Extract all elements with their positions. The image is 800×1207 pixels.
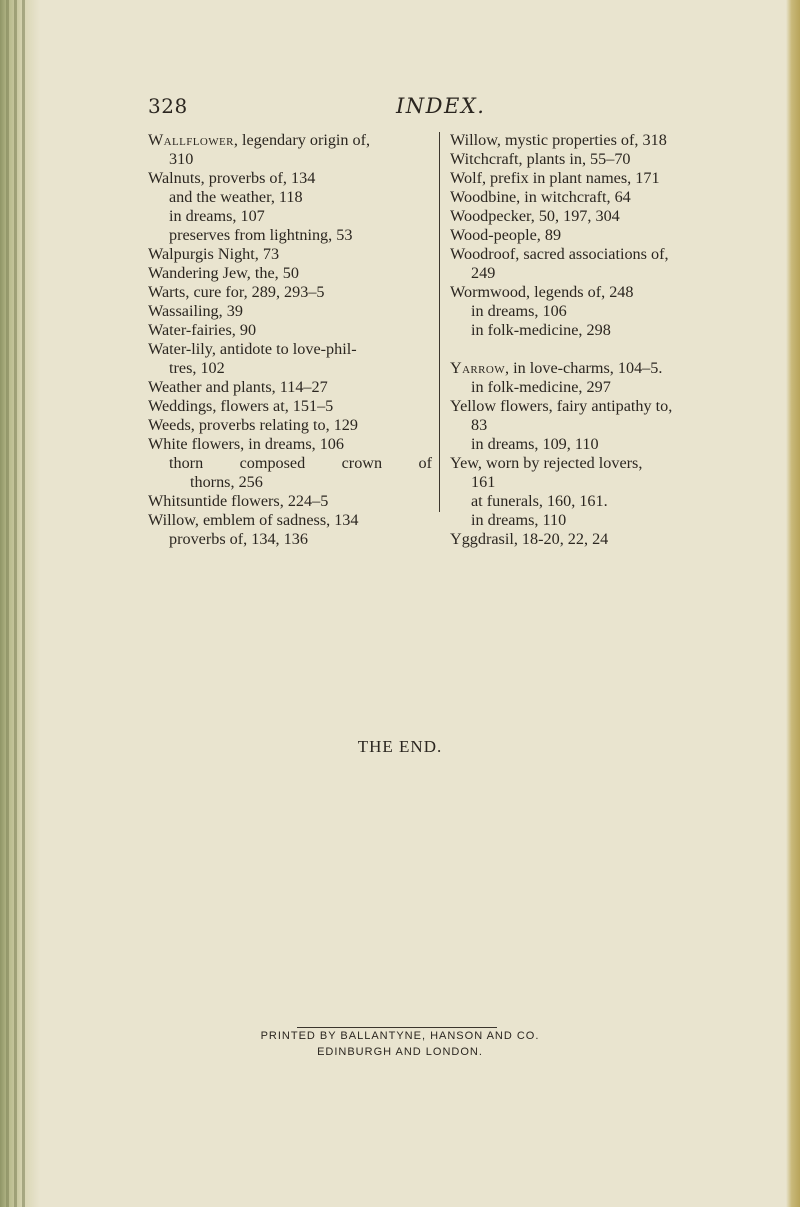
index-entry: Wood-people, 89 [450,226,562,244]
index-entry: Willow, mystic properties of, 318 [450,131,667,149]
index-entry: Yellow flowers, fairy antipathy to, [450,397,673,415]
printer-imprint-line-2: EDINBURGH AND LONDON. [317,1046,483,1058]
index-subentry: in dreams, 109, 110 [471,435,599,453]
index-entry: Warts, cure for, 289, 293–5 [148,283,325,301]
page-edge-right [786,0,800,1207]
index-entry: Weddings, flowers at, 151–5 [148,397,334,415]
word: of [418,454,432,472]
the-end-heading: THE END. [357,737,443,756]
binding-edge-left [0,0,40,1207]
index-subentry: in dreams, 106 [471,302,567,320]
index-entry: Wormwood, legends of, 248 [450,283,634,301]
index-subentry: in folk-medicine, 298 [471,321,611,339]
index-entry-continuation: 83 [471,416,488,434]
index-entry: Water-fairies, 90 [148,321,257,339]
index-entry: Wandering Jew, the, 50 [148,264,299,282]
index-entry-continuation: 249 [471,264,496,282]
index-entry: Wolf, prefix in plant names, 171 [450,169,660,187]
index-entry: Walnuts, proverbs of, 134 [148,169,316,187]
index-entry: Yggdrasil, 18-20, 22, 24 [450,530,609,548]
word: crown [341,454,383,472]
index-entry-continuation: 310 [169,150,194,168]
index-entry: Yew, worn by rejected lovers, [450,454,643,472]
entry-heading-small-caps: Yarrow [450,359,506,377]
word: composed [239,454,306,472]
index-entry: Whitsuntide flowers, 224–5 [148,492,329,510]
index-entry: Water-lily, antidote to love-phil- [148,340,357,358]
index-entry [450,359,768,378]
index-entry: Woodbine, in witchcraft, 64 [450,188,631,206]
page-number: 328 [148,94,188,118]
index-subentry: in folk-medicine, 297 [471,378,611,396]
index-entry: Woodpecker, 50, 197, 304 [450,207,620,225]
entry-text: , in love-charms, 104–5. [505,359,663,377]
index-entry-continuation: 161 [471,473,496,491]
index-subentry: proverbs of, 134, 136 [169,530,308,548]
index-subentry: in dreams, 110 [471,511,567,529]
index-entry-continuation: tres, 102 [169,359,225,377]
index-entry: Weeds, proverbs relating to, 129 [148,416,358,434]
imprint-rule [297,1027,497,1028]
index-column-left [148,131,432,549]
index-column-right [450,131,768,549]
column-divider [439,132,440,512]
index-entry: Willow, emblem of sadness, 134 [148,511,359,529]
index-entry: Wassailing, 39 [148,302,243,320]
page-title: INDEX. [396,94,486,118]
index-entry-continuation: thorns, 256 [190,473,263,491]
index-entry: Walpurgis Night, 73 [148,245,280,263]
index-entry: Weather and plants, 114–27 [148,378,328,396]
index-subentry: and the weather, 118 [169,188,303,206]
index-subentry: in dreams, 107 [169,207,265,225]
index-entry: Witchcraft, plants in, 55–70 [450,150,631,168]
printer-imprint-line-1: PRINTED BY BALLANTYNE, HANSON AND CO. [260,1030,540,1042]
index-subentry-justified [148,454,432,473]
word: thorn [169,454,204,472]
entry-text: , legendary origin of, [233,131,371,149]
index-entry [148,131,432,150]
index-entry: Woodroof, sacred associations of, [450,245,669,263]
entry-heading-small-caps: Wallflower [148,131,234,149]
index-subentry: at funerals, 160, 161. [471,492,608,510]
index-entry: White flowers, in dreams, 106 [148,435,344,453]
index-subentry: preserves from lightning, 53 [169,226,353,244]
